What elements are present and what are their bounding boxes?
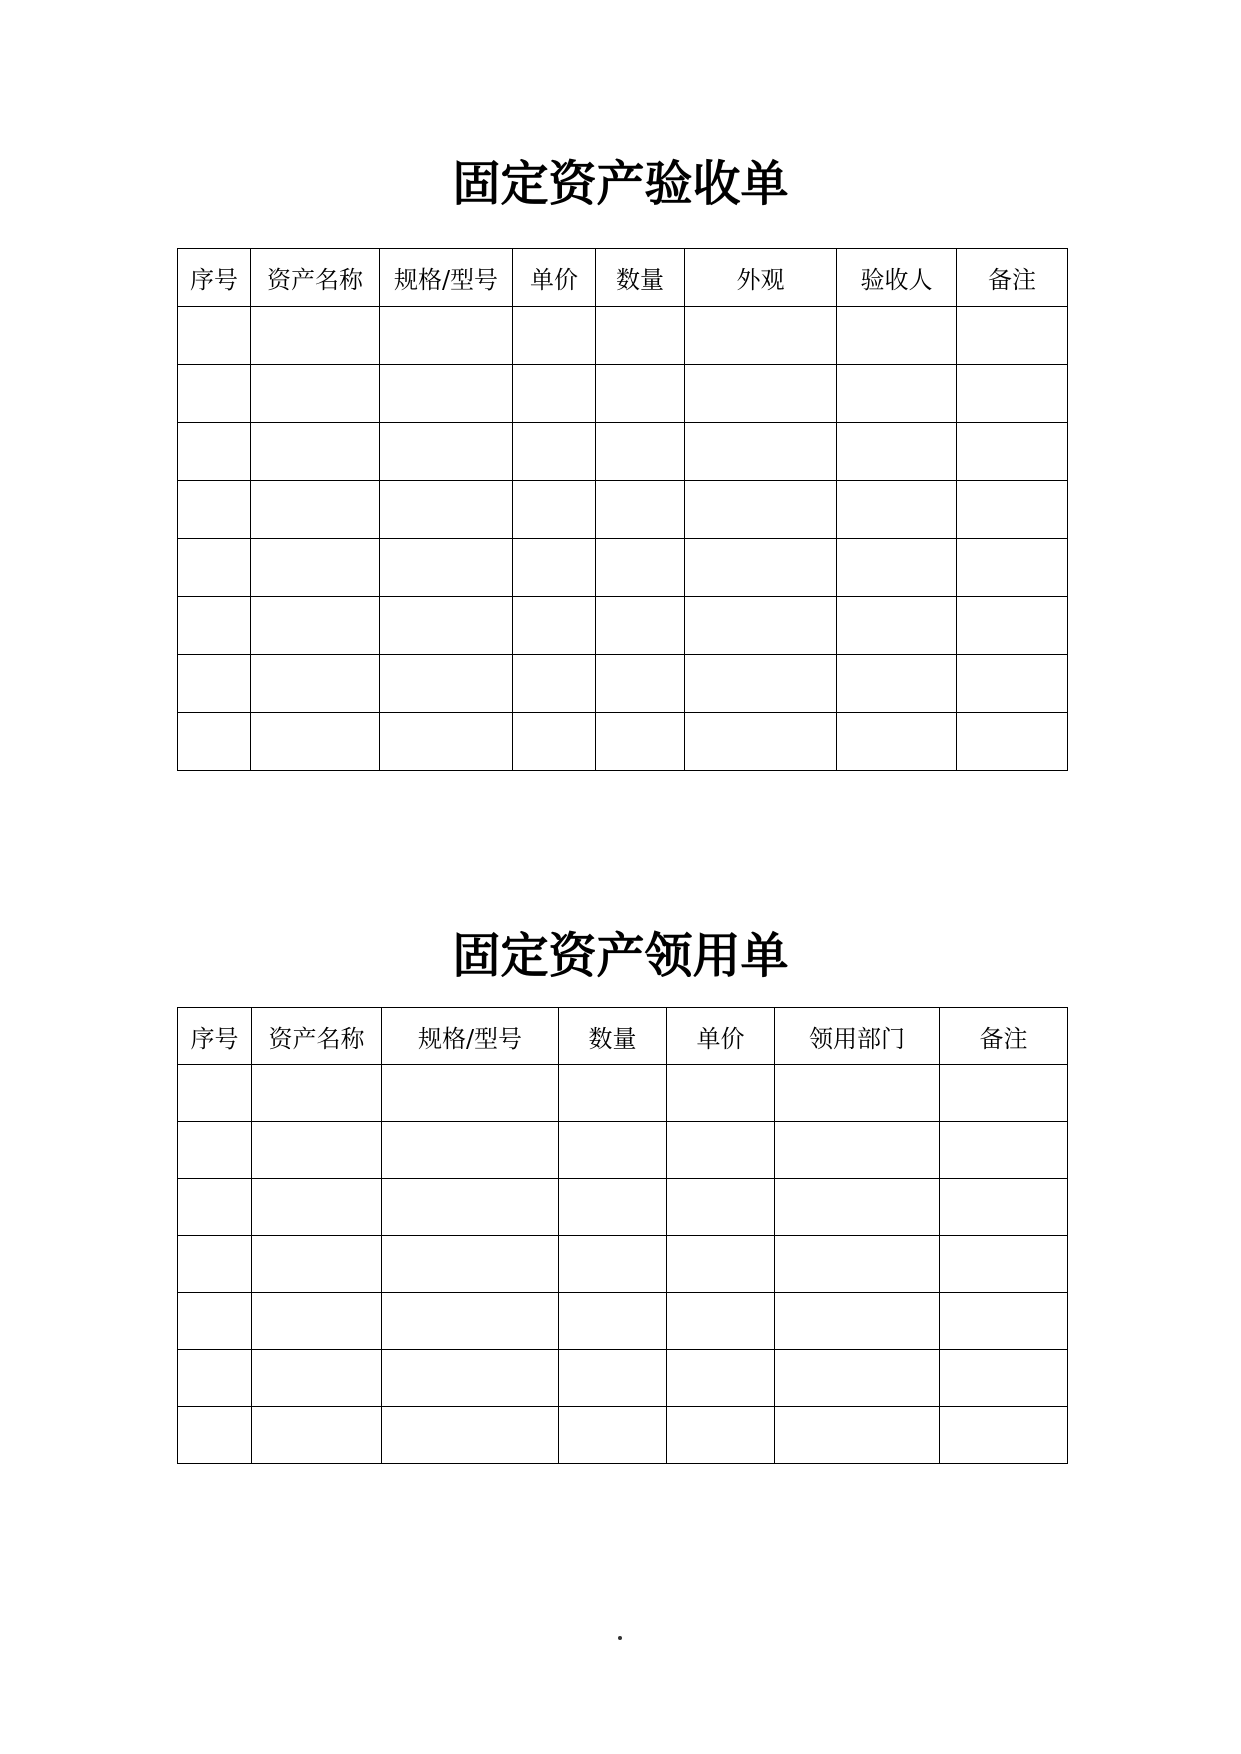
table-row (178, 1407, 1068, 1464)
column-header-quantity: 数量 (559, 1008, 667, 1065)
table-cell[interactable] (380, 597, 513, 655)
column-header-quantity: 数量 (596, 249, 685, 307)
table-cell[interactable] (251, 481, 380, 539)
table-cell[interactable] (685, 597, 837, 655)
table-cell[interactable] (178, 597, 251, 655)
table-cell[interactable] (837, 307, 957, 365)
table-cell[interactable] (940, 1179, 1068, 1236)
table-cell[interactable] (513, 713, 596, 771)
table-cell[interactable] (775, 1065, 940, 1122)
table-cell[interactable] (596, 423, 685, 481)
table-cell[interactable] (940, 1065, 1068, 1122)
table-cell[interactable] (957, 423, 1068, 481)
acceptance-header-row (178, 249, 1068, 307)
table-cell[interactable] (252, 1350, 382, 1407)
table-cell[interactable] (178, 539, 251, 597)
table-cell[interactable] (667, 1122, 775, 1179)
table-cell[interactable] (596, 597, 685, 655)
table-cell[interactable] (596, 655, 685, 713)
requisition-form-title: 固定资产领用单 (452, 928, 789, 984)
table-cell[interactable] (667, 1065, 775, 1122)
table-row (178, 423, 1068, 481)
table-cell[interactable] (178, 713, 251, 771)
column-header-unit-price: 单价 (667, 1008, 775, 1065)
table-cell[interactable] (251, 423, 380, 481)
table-cell[interactable] (685, 539, 837, 597)
table-cell[interactable] (596, 539, 685, 597)
table-cell[interactable] (957, 307, 1068, 365)
table-cell[interactable] (957, 539, 1068, 597)
table-cell[interactable] (513, 365, 596, 423)
table-cell[interactable] (382, 1293, 559, 1350)
table-cell[interactable] (596, 307, 685, 365)
table-row (178, 1350, 1068, 1407)
column-header-spec-model: 规格/型号 (382, 1008, 559, 1065)
table-cell[interactable] (957, 481, 1068, 539)
requisition-form-table (177, 1007, 1068, 1464)
table-cell[interactable] (513, 307, 596, 365)
column-header-department: 领用部门 (775, 1008, 940, 1065)
table-cell[interactable] (559, 1350, 667, 1407)
table-cell[interactable] (685, 365, 837, 423)
table-cell[interactable] (667, 1293, 775, 1350)
table-cell[interactable] (513, 423, 596, 481)
table-cell[interactable] (559, 1407, 667, 1464)
acceptance-form-table (177, 248, 1068, 771)
table-cell[interactable] (940, 1122, 1068, 1179)
table-cell[interactable] (837, 423, 957, 481)
table-cell[interactable] (513, 539, 596, 597)
table-cell[interactable] (559, 1065, 667, 1122)
table-cell[interactable] (957, 597, 1068, 655)
table-cell[interactable] (667, 1407, 775, 1464)
table-cell[interactable] (940, 1236, 1068, 1293)
table-cell[interactable] (380, 481, 513, 539)
table-cell[interactable] (251, 307, 380, 365)
table-cell[interactable] (178, 365, 251, 423)
table-row (178, 307, 1068, 365)
table-cell[interactable] (252, 1293, 382, 1350)
column-header-asset-name: 资产名称 (251, 249, 380, 307)
table-cell[interactable] (775, 1179, 940, 1236)
table-cell[interactable] (667, 1350, 775, 1407)
table-cell[interactable] (380, 713, 513, 771)
table-cell[interactable] (559, 1179, 667, 1236)
table-cell[interactable] (775, 1122, 940, 1179)
table-cell[interactable] (178, 1293, 252, 1350)
table-row (178, 597, 1068, 655)
table-cell[interactable] (596, 713, 685, 771)
table-cell[interactable] (382, 1236, 559, 1293)
table-cell[interactable] (178, 1122, 252, 1179)
table-cell[interactable] (667, 1236, 775, 1293)
table-cell[interactable] (957, 655, 1068, 713)
table-cell[interactable] (596, 481, 685, 539)
table-row (178, 655, 1068, 713)
table-row (178, 481, 1068, 539)
table-row (178, 365, 1068, 423)
table-cell[interactable] (685, 713, 837, 771)
table-cell[interactable] (596, 365, 685, 423)
table-row (178, 1236, 1068, 1293)
acceptance-table-body (178, 307, 1068, 771)
table-cell[interactable] (252, 1407, 382, 1464)
column-header-unit-price: 单价 (513, 249, 596, 307)
table-cell[interactable] (251, 713, 380, 771)
table-cell[interactable] (667, 1179, 775, 1236)
table-cell[interactable] (685, 481, 837, 539)
table-cell[interactable] (837, 597, 957, 655)
table-cell[interactable] (775, 1350, 940, 1407)
table-cell[interactable] (251, 655, 380, 713)
column-header-appearance: 外观 (685, 249, 837, 307)
column-header-spec-model: 规格/型号 (380, 249, 513, 307)
requisition-table-body (178, 1065, 1068, 1464)
table-cell[interactable] (380, 365, 513, 423)
column-header-index: 序号 (178, 1008, 252, 1065)
acceptance-form-title: 固定资产验收单 (452, 156, 789, 212)
table-cell[interactable] (382, 1065, 559, 1122)
table-cell[interactable] (559, 1236, 667, 1293)
table-cell[interactable] (252, 1179, 382, 1236)
table-cell[interactable] (940, 1293, 1068, 1350)
table-row (178, 539, 1068, 597)
table-cell[interactable] (940, 1350, 1068, 1407)
table-cell[interactable] (252, 1236, 382, 1293)
table-cell[interactable] (251, 597, 380, 655)
table-cell[interactable] (837, 481, 957, 539)
table-cell[interactable] (380, 423, 513, 481)
table-cell[interactable] (775, 1293, 940, 1350)
column-header-inspector: 验收人 (837, 249, 957, 307)
table-cell[interactable] (251, 365, 380, 423)
table-cell[interactable] (957, 365, 1068, 423)
column-header-remarks: 备注 (940, 1008, 1068, 1065)
table-cell[interactable] (559, 1293, 667, 1350)
table-cell[interactable] (559, 1122, 667, 1179)
table-cell[interactable] (178, 481, 251, 539)
table-row (178, 1065, 1068, 1122)
table-row (178, 1293, 1068, 1350)
table-cell[interactable] (513, 597, 596, 655)
table-cell[interactable] (178, 1179, 252, 1236)
table-cell[interactable] (685, 307, 837, 365)
table-cell[interactable] (837, 365, 957, 423)
column-header-remarks: 备注 (957, 249, 1068, 307)
table-cell[interactable] (685, 655, 837, 713)
footer-dot (618, 1636, 622, 1640)
table-cell[interactable] (837, 539, 957, 597)
table-cell[interactable] (178, 1065, 252, 1122)
table-cell[interactable] (380, 539, 513, 597)
table-cell[interactable] (382, 1179, 559, 1236)
table-cell[interactable] (178, 423, 251, 481)
column-header-asset-name: 资产名称 (252, 1008, 382, 1065)
table-cell[interactable] (252, 1122, 382, 1179)
table-cell[interactable] (513, 481, 596, 539)
table-cell[interactable] (775, 1407, 940, 1464)
table-cell[interactable] (178, 655, 251, 713)
table-cell[interactable] (382, 1407, 559, 1464)
table-row (178, 713, 1068, 771)
table-cell[interactable] (252, 1065, 382, 1122)
table-cell[interactable] (775, 1236, 940, 1293)
table-row (178, 1122, 1068, 1179)
table-cell[interactable] (382, 1122, 559, 1179)
table-cell[interactable] (685, 423, 837, 481)
table-cell[interactable] (178, 1407, 252, 1464)
requisition-header-row (178, 1008, 1068, 1065)
table-row (178, 1179, 1068, 1236)
table-cell[interactable] (178, 307, 251, 365)
table-cell[interactable] (940, 1407, 1068, 1464)
table-cell[interactable] (251, 539, 380, 597)
table-cell[interactable] (380, 307, 513, 365)
table-cell[interactable] (837, 655, 957, 713)
table-cell[interactable] (178, 1236, 252, 1293)
table-cell[interactable] (382, 1350, 559, 1407)
table-cell[interactable] (957, 713, 1068, 771)
table-cell[interactable] (380, 655, 513, 713)
table-cell[interactable] (513, 655, 596, 713)
column-header-index: 序号 (178, 249, 251, 307)
table-cell[interactable] (837, 713, 957, 771)
table-cell[interactable] (178, 1350, 252, 1407)
